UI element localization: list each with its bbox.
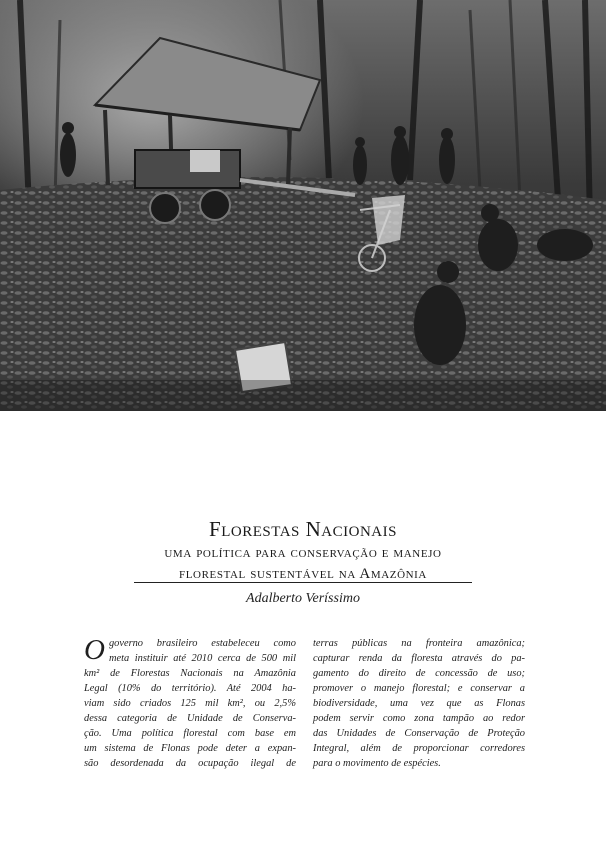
text-line: gamento do direito de concessão de uso;	[313, 668, 525, 679]
text-line: biodiversidade, uma vez que as Flonas	[313, 698, 525, 709]
article-subtitle-line2: florestal sustentável na Amazônia	[179, 566, 427, 582]
text-line: podem servir como zona tampão ao redor	[313, 713, 525, 724]
text-line: dessa categoria de Unidade de Conserva-	[84, 713, 296, 724]
text-line: Legal (10% do território). Até 2004 ha-	[84, 683, 296, 694]
text-line: meta instituir até 2010 cerca de 500 mil	[108, 653, 296, 664]
article-column-1	[84, 636, 296, 771]
text-line: km² de Florestas Nacionais na Amazônia	[84, 668, 296, 679]
forest-camp-photo-icon	[0, 0, 606, 411]
text-line: um sistema de Flonas pode deter a expan-	[84, 743, 296, 754]
text-line: ção. Uma política florestal com base em	[84, 728, 296, 739]
text-line: para o movimento de espécies.	[313, 758, 441, 769]
text-line: promover o manejo florestal; e conservar a	[313, 683, 525, 694]
title-divider	[134, 582, 472, 583]
article-title: Florestas Nacionais	[209, 517, 397, 541]
text-line: das Unidades de Conservação de Proteção	[313, 728, 525, 739]
article-author: Adalberto Veríssimo	[246, 591, 360, 606]
drop-cap: O	[84, 634, 105, 666]
article-column-2	[313, 636, 525, 771]
text-line: capturar renda da floresta através do pa-	[313, 653, 525, 664]
text-line: Integral, além de proporcionar corredores	[313, 743, 525, 754]
article-header	[0, 516, 606, 584]
forest-camp-photo	[0, 0, 606, 411]
text-line: terras públicas na fronteira amazônica;	[313, 638, 525, 649]
text-line: são desordenada da ocupação ilegal de	[84, 758, 296, 769]
text-line: governo brasileiro estabeleceu como	[108, 638, 296, 649]
article-subtitle-line1: uma política para conservação e manejo	[164, 545, 442, 561]
text-line: viam sido criados 125 mil km², ou 2,5%	[84, 698, 296, 709]
